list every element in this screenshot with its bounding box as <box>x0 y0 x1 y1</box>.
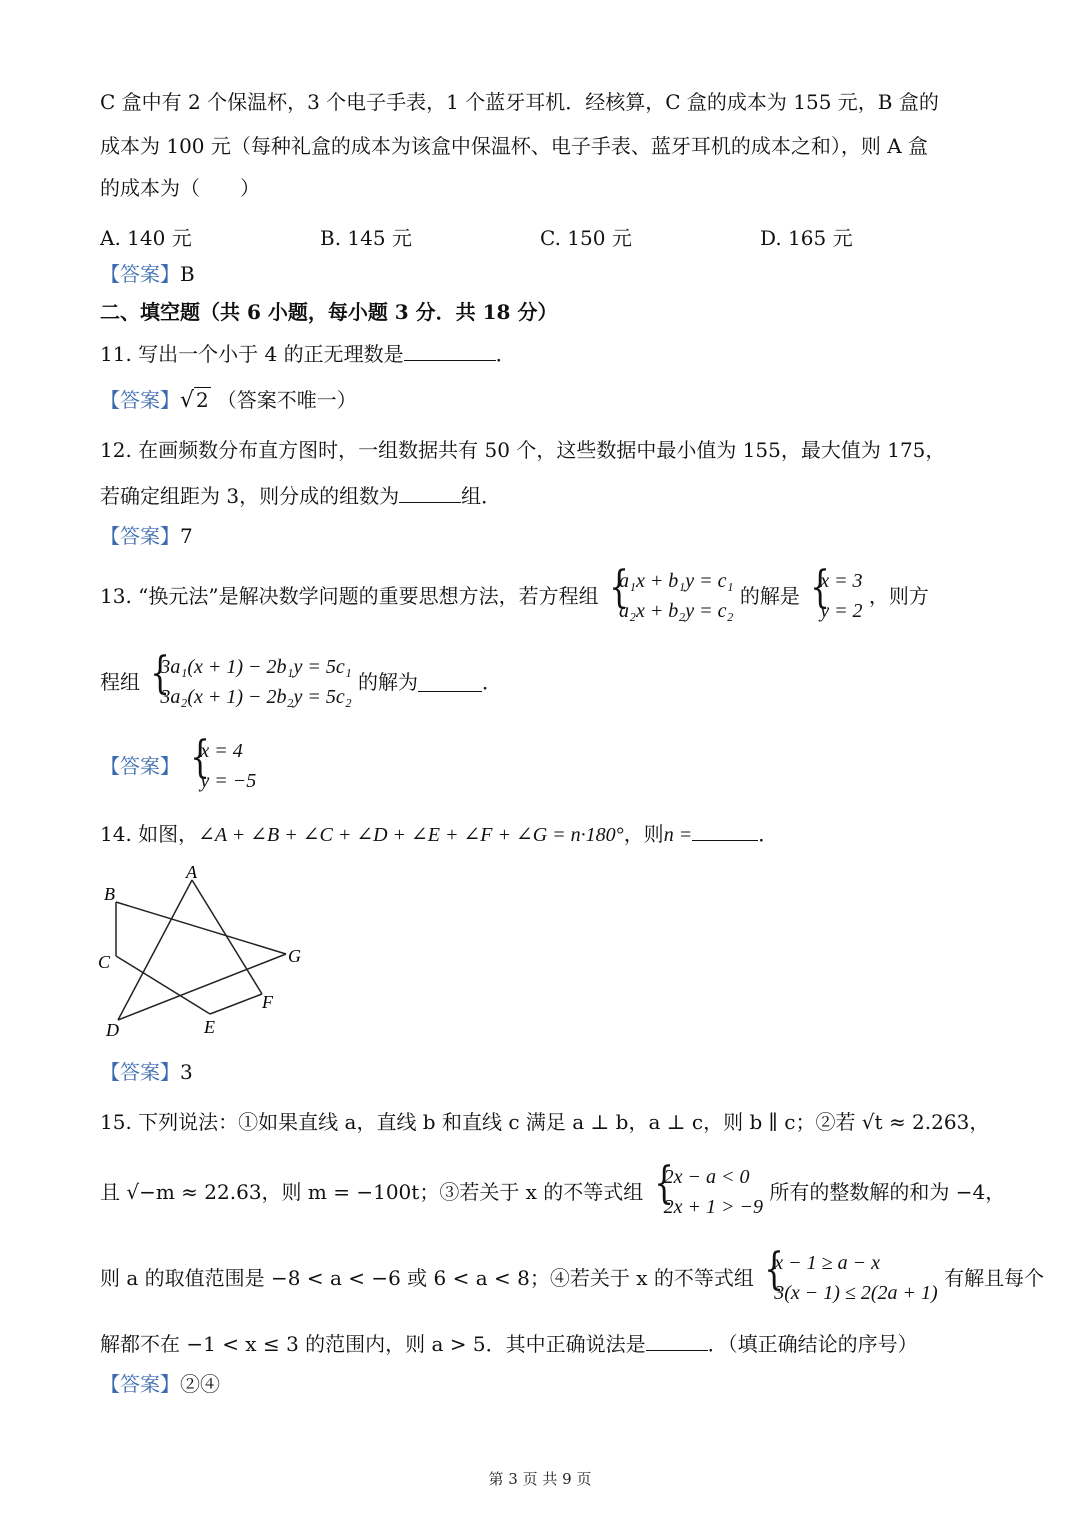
q14-question <box>100 822 778 845</box>
brace-icon: { <box>653 1158 674 1209</box>
q10-line-2: 成本为 100 元（每种礼盒的成本为该盒中保温杯、电子手表、蓝牙耳机的成本之和），则 A 盒 <box>100 134 929 158</box>
q13-intro: 13. “换元法”是解决数学问题的重要思想方法，若方程组 <box>100 584 599 608</box>
q12-line-1: 12. 在画频数分布直方图时，一组数据共有 50 个，这些数据中最小值为 155，最大值为 175， <box>100 438 946 462</box>
option-a: A. 140 元 <box>100 226 192 250</box>
answer-blank <box>418 673 482 692</box>
brace-icon: { <box>150 648 171 699</box>
q14-answer <box>100 1062 193 1082</box>
q15-line-2 <box>100 1158 1006 1222</box>
answer-tag: 【答案】 <box>100 524 180 548</box>
q13-line-1 <box>100 562 929 626</box>
equation-system-2 <box>146 648 352 712</box>
q13-line-2-mid: 的解为 <box>358 670 419 694</box>
q13-answer <box>100 732 257 796</box>
answer-tag: 【答案】 <box>100 388 180 412</box>
q11-text: 11. 写出一个小于 4 的正无理数是 <box>100 342 404 366</box>
q13-mid: 的解是 <box>739 584 800 608</box>
answer-blank <box>646 1332 708 1351</box>
q15-line-2-b: 所有的整数解的和为 −4， <box>769 1180 1006 1204</box>
inequality-system-2 <box>760 1244 938 1308</box>
answer-tag: 【答案】 <box>100 754 180 778</box>
sqrt-sign: √ <box>180 388 195 413</box>
q12-answer <box>100 526 193 546</box>
q15-line-3 <box>100 1244 1045 1308</box>
option-b: B. 145 元 <box>320 226 412 250</box>
q12-line-2-end: 组． <box>461 484 502 508</box>
answer-blank <box>399 484 461 503</box>
q13-line-2-pre: 程组 <box>100 670 140 694</box>
q10-line-3: 的成本为（ ） <box>100 176 260 200</box>
equation-row: a₁x + b₁y = c₁ <box>618 570 734 592</box>
section-title: 二、填空题（共 6 小题，每小题 3 分．共 18 分） <box>100 300 558 324</box>
answer-tag: 【答案】 <box>100 1060 180 1084</box>
label-c: C <box>98 952 111 972</box>
label-g: G <box>288 946 301 966</box>
option-d: D. 165 元 <box>760 226 853 250</box>
inequality-row: 2x − a < 0 <box>663 1166 750 1188</box>
q11-question <box>100 342 516 364</box>
label-a: A <box>186 862 197 882</box>
equation-system-1 <box>605 562 734 626</box>
inequality-row: 3(x − 1) ≤ 2(2a + 1) <box>774 1282 938 1304</box>
q14-n-eq: n = <box>663 824 693 846</box>
q11-answer <box>100 390 357 412</box>
q13-tail: ，则方 <box>868 584 929 608</box>
segment-c-e <box>116 956 210 1014</box>
brace-icon: { <box>190 732 211 783</box>
equation-row: a₂x + b₂y = c₂ <box>618 600 734 622</box>
brace-icon: { <box>810 562 830 613</box>
q15-answer <box>100 1374 220 1394</box>
inequality-row: 2x + 1 > −9 <box>663 1196 764 1218</box>
q15-line-4 <box>100 1332 918 1354</box>
q15-line-1: 15. 下列说法：①如果直线 a，直线 b 和直线 c 满足 a ⊥ b，a ⊥ c，则 b ∥ c；②若 √t ≈ 2.263， <box>100 1110 990 1134</box>
solution-system <box>806 562 863 626</box>
q14-formula: ∠A + ∠B + ∠C + ∠D + ∠E + ∠F + ∠G = n·180° <box>198 824 624 846</box>
inequality-row: x − 1 ≥ a − x <box>774 1252 880 1274</box>
answer-system <box>186 732 257 796</box>
q11-end: ． <box>495 342 516 366</box>
q15-line-4-end: ．（填正确结论的序号） <box>707 1332 918 1356</box>
q13-line-2 <box>100 648 503 712</box>
equation-row: y = 2 <box>820 600 863 622</box>
equation-row: 3a₁(x + 1) − 2b₁y = 5c₁ <box>160 656 352 678</box>
answer-value: 7 <box>180 524 193 548</box>
answer-tag: 【答案】 <box>100 1372 180 1396</box>
brace-icon: { <box>764 1244 785 1295</box>
segment-a-d <box>118 880 192 1020</box>
option-c: C. 150 元 <box>540 226 632 250</box>
segment-e-f <box>210 994 262 1014</box>
label-d: D <box>106 1020 119 1040</box>
q15-line-4-text: 解都不在 −1 < x ≤ 3 的范围内，则 a > 5．其中正确说法是 <box>100 1332 646 1356</box>
q11-answer-note: （答案不唯一） <box>216 388 357 412</box>
equation-row: y = −5 <box>200 770 257 792</box>
answer-blank <box>692 822 758 841</box>
answer-value: B <box>180 262 195 286</box>
equation-row: x = 3 <box>820 570 863 592</box>
q10-answer <box>100 264 195 284</box>
label-b: B <box>104 884 115 904</box>
answer-value: 3 <box>180 1060 193 1084</box>
q12-line-2 <box>100 484 501 506</box>
q15-line-2-a: 且 √−m ≈ 22.63，则 m = −100t；③若关于 x 的不等式组 <box>100 1180 644 1204</box>
q15-line-3-a: 则 a 的取值范围是 −8 < a < −6 或 6 < a < 8；④若关于 x 的不等式组 <box>100 1266 754 1290</box>
q14-pre: 14. 如图， <box>100 822 199 846</box>
star-figure <box>90 858 330 1048</box>
inequality-system-1 <box>650 1158 764 1222</box>
q13-line-2-end: ． <box>482 670 503 694</box>
label-f: F <box>262 992 273 1012</box>
q15-line-3-b: 有解且每个 <box>944 1266 1045 1290</box>
page-footer: 第 3 页 共 9 页 <box>488 1470 592 1488</box>
q10-line-1: C 盒中有 2 个保温杯，3 个电子手表，1 个蓝牙耳机．经核算，C 盒的成本为 155 元，B 盒的 <box>100 90 939 114</box>
answer-tag: 【答案】 <box>100 262 180 286</box>
q11-answer-radicand: 2 <box>196 388 209 412</box>
segment-d-g <box>118 954 286 1020</box>
segment-b-g <box>116 902 286 954</box>
answer-blank <box>404 342 496 361</box>
label-e: E <box>204 1017 215 1037</box>
equation-row: x = 4 <box>200 740 243 762</box>
equation-row: 3a₂(x + 1) − 2b₂y = 5c₂ <box>160 686 352 708</box>
q14-mid: ，则 <box>623 822 664 846</box>
answer-value: ②④ <box>180 1372 220 1396</box>
brace-icon: { <box>609 562 629 613</box>
q14-end: ． <box>758 822 779 846</box>
q12-line-2-text: 若确定组距为 3，则分成的组数为 <box>100 484 400 508</box>
